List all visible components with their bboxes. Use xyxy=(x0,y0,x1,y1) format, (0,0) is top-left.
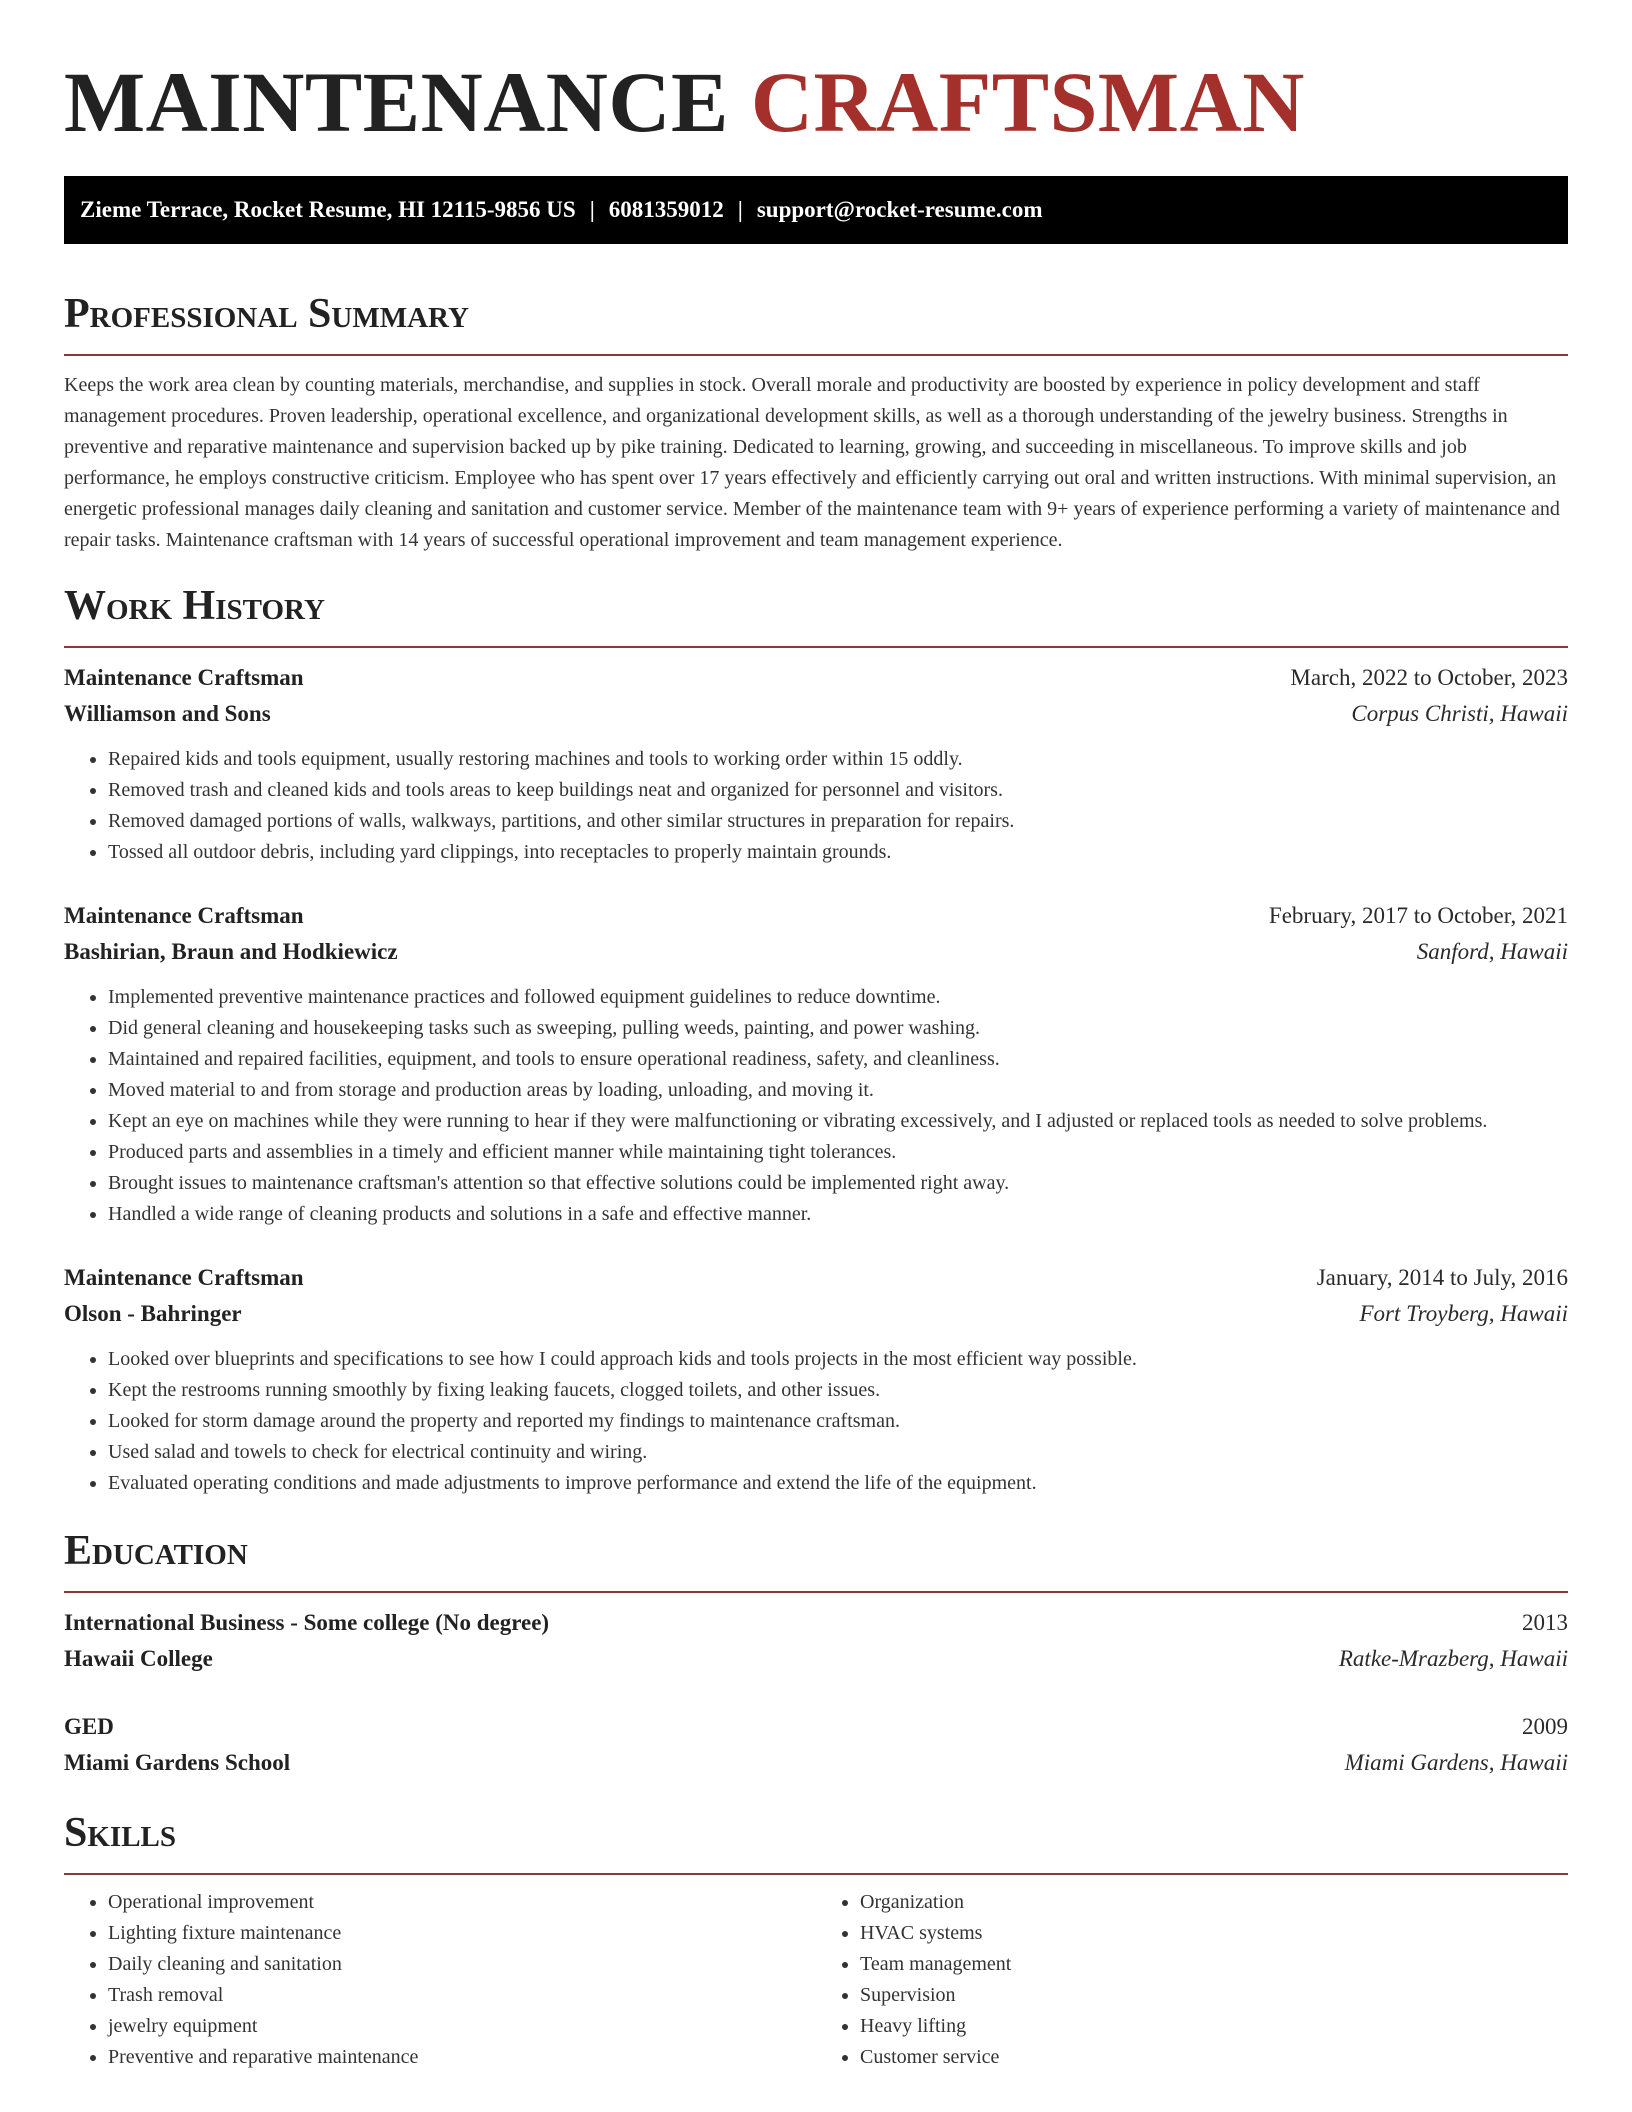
section-divider xyxy=(64,1591,1568,1593)
contact-bar xyxy=(64,176,1568,244)
education-school-row xyxy=(64,1641,1568,1677)
job-header-row xyxy=(64,1260,1568,1296)
skill-item: • Supervision xyxy=(860,1980,1568,2011)
job-bullet: • Produced parts and assemblies in a timely and efficient manner while maintaining tight tolerances. xyxy=(108,1137,1568,1168)
skill-item: • Daily cleaning and sanitation xyxy=(108,1949,816,1980)
job-bullet: • Maintained and repaired facilities, equipment, and tools to ensure operational readiness, safety, and cleanliness. xyxy=(108,1044,1568,1075)
job-entry xyxy=(64,1260,1568,1499)
job-bullet: • Repaired kids and tools equipment, usually restoring machines and tools to working order within 15 oddly. xyxy=(108,744,1568,775)
education-list xyxy=(64,1605,1568,1781)
job-header-row xyxy=(64,898,1568,934)
skills-list-right xyxy=(816,1887,1568,2073)
job-entry xyxy=(64,660,1568,868)
skill-item: • Trash removal xyxy=(108,1980,816,2011)
skill-item: • Organization xyxy=(860,1887,1568,1918)
skills-list-left xyxy=(64,1887,816,2073)
skill-item: • Customer service xyxy=(860,2042,1568,2073)
contact-separator: | xyxy=(589,197,595,222)
job-bullet: • Tossed all outdoor debris, including yard clippings, into receptacles to properly maintain grounds. xyxy=(108,837,1568,868)
education-degree: International Business - Some college (No degree) xyxy=(64,1610,550,1635)
job-title: Maintenance Craftsman xyxy=(64,1265,304,1290)
job-bullet: • Brought issues to maintenance craftsman's attention so that effective solutions could be implemented right away. xyxy=(108,1168,1568,1199)
education-entry xyxy=(64,1709,1568,1781)
job-dates: March, 2022 to October, 2023 xyxy=(1290,665,1568,690)
skill-item: • Operational improvement xyxy=(108,1887,816,1918)
job-bullet: • Handled a wide range of cleaning products and solutions in a safe and effective manner. xyxy=(108,1199,1568,1230)
section-divider xyxy=(64,354,1568,356)
skills-columns xyxy=(64,1875,1568,2073)
job-bullet: • Moved material to and from storage and production areas by loading, unloading, and moving it. xyxy=(108,1075,1568,1106)
education-location: Miami Gardens, Hawaii xyxy=(1344,1750,1568,1775)
job-bullet: • Removed damaged portions of walls, walkways, partitions, and other similar structures in preparation for repairs. xyxy=(108,806,1568,837)
contact-email: support@rocket-resume.com xyxy=(756,197,1043,222)
education-school-row xyxy=(64,1745,1568,1781)
contact-phone: 6081359012 xyxy=(608,197,724,222)
job-dates: January, 2014 to July, 2016 xyxy=(1316,1265,1568,1290)
job-bullet: • Kept the restrooms running smoothly by fixing leaking faucets, clogged toilets, and other issues. xyxy=(108,1375,1568,1406)
job-bullet: • Used salad and towels to check for electrical continuity and wiring. xyxy=(108,1437,1568,1468)
job-title: Maintenance Craftsman xyxy=(64,903,304,928)
education-header-row xyxy=(64,1605,1568,1641)
education-school: Miami Gardens School xyxy=(64,1750,291,1775)
skill-item: • jewelry equipment xyxy=(108,2011,816,2042)
education-section xyxy=(64,1527,1568,1781)
job-company: Olson - Bahringer xyxy=(64,1301,242,1326)
summary-text: Keeps the work area clean by counting materials, merchandise, and supplies in stock. Overall morale and productivity are boosted by experience in policy development and staff management procedures. Proven leadership, operational excellence, and organizational development skills, as well as a thorough understanding of the jewelry business. Strengths in preventive and reparative maintenance and supervision backed up by pike training. Dedicated to learning, growing, and succeeding in miscellaneous. To improve skills and job performance, he employs constructive criticism. Employee who has spent over 17 years effectively and efficiently carrying out oral and written instructions. With minimal supervision, an energetic professional manages daily cleaning and sanitation and customer service. Member of the maintenance team with 9+ years of experience performing a variety of maintenance and repair tasks. Maintenance craftsman with 14 years of successful operational improvement and team management experience. xyxy=(64,374,1560,551)
job-location: Fort Troyberg, Hawaii xyxy=(1359,1301,1568,1326)
education-entry xyxy=(64,1605,1568,1677)
section-heading-summary: Professional Summary xyxy=(64,291,469,337)
section-heading-skills: Skills xyxy=(64,1810,177,1856)
job-bullets xyxy=(64,982,1568,1230)
skills-section xyxy=(64,1809,1568,2073)
education-year: 2009 xyxy=(1522,1714,1568,1739)
skill-item: • Team management xyxy=(860,1949,1568,1980)
job-bullet: • Kept an eye on machines while they were running to hear if they were malfunctioning or vibrating excessively, and I adjusted or replaced tools as needed to solve problems. xyxy=(108,1106,1568,1137)
skill-item: • HVAC systems xyxy=(860,1918,1568,1949)
section-divider xyxy=(64,646,1568,648)
job-bullet: • Looked for storm damage around the property and reported my findings to maintenance craftsman. xyxy=(108,1406,1568,1437)
contact-address: Zieme Terrace, Rocket Resume, HI 12115-9856 US xyxy=(80,197,576,222)
job-header-row xyxy=(64,660,1568,696)
contact-separator: | xyxy=(737,197,743,222)
job-location: Corpus Christi, Hawaii xyxy=(1351,701,1568,726)
job-bullet: • Implemented preventive maintenance practices and followed equipment guidelines to reduce downtime. xyxy=(108,982,1568,1013)
section-heading-work-history: Work History xyxy=(64,583,325,629)
job-bullet: • Removed trash and cleaned kids and tools areas to keep buildings neat and organized for personnel and visitors. xyxy=(108,775,1568,806)
education-location: Ratke-Mrazberg, Hawaii xyxy=(1338,1646,1568,1671)
skill-item: • Lighting fixture maintenance xyxy=(108,1918,816,1949)
education-header-row xyxy=(64,1709,1568,1745)
job-company-row xyxy=(64,696,1568,732)
job-bullets xyxy=(64,744,1568,868)
section-heading-education: Education xyxy=(64,1528,248,1574)
job-company: Bashirian, Braun and Hodkiewicz xyxy=(64,939,398,964)
job-company: Williamson and Sons xyxy=(64,701,271,726)
title-main: MAINTENANCE xyxy=(64,54,729,150)
job-bullet: • Did general cleaning and housekeeping tasks such as sweeping, pulling weeds, painting, and power washing. xyxy=(108,1013,1568,1044)
resume-page xyxy=(64,52,1568,2073)
skill-item: • Preventive and reparative maintenance xyxy=(108,2042,816,2073)
job-entry xyxy=(64,898,1568,1230)
job-location: Sanford, Hawaii xyxy=(1416,939,1568,964)
education-degree: GED xyxy=(64,1714,114,1739)
title-accent: CRAFTSMAN xyxy=(750,54,1305,150)
job-bullet: • Looked over blueprints and specifications to see how I could approach kids and tools projects in the most efficient way possible. xyxy=(108,1344,1568,1375)
job-title: Maintenance Craftsman xyxy=(64,665,304,690)
work-history-section xyxy=(64,582,1568,1499)
jobs-list xyxy=(64,660,1568,1499)
education-school: Hawaii College xyxy=(64,1646,213,1671)
job-bullet: • Evaluated operating conditions and made adjustments to improve performance and extend the life of the equipment. xyxy=(108,1468,1568,1499)
skill-item: • Heavy lifting xyxy=(860,2011,1568,2042)
education-year: 2013 xyxy=(1522,1610,1568,1635)
summary-section xyxy=(64,290,1568,556)
resume-title xyxy=(64,52,1568,152)
job-company-row xyxy=(64,934,1568,970)
job-dates: February, 2017 to October, 2021 xyxy=(1268,903,1568,928)
job-company-row xyxy=(64,1296,1568,1332)
job-bullets xyxy=(64,1344,1568,1499)
